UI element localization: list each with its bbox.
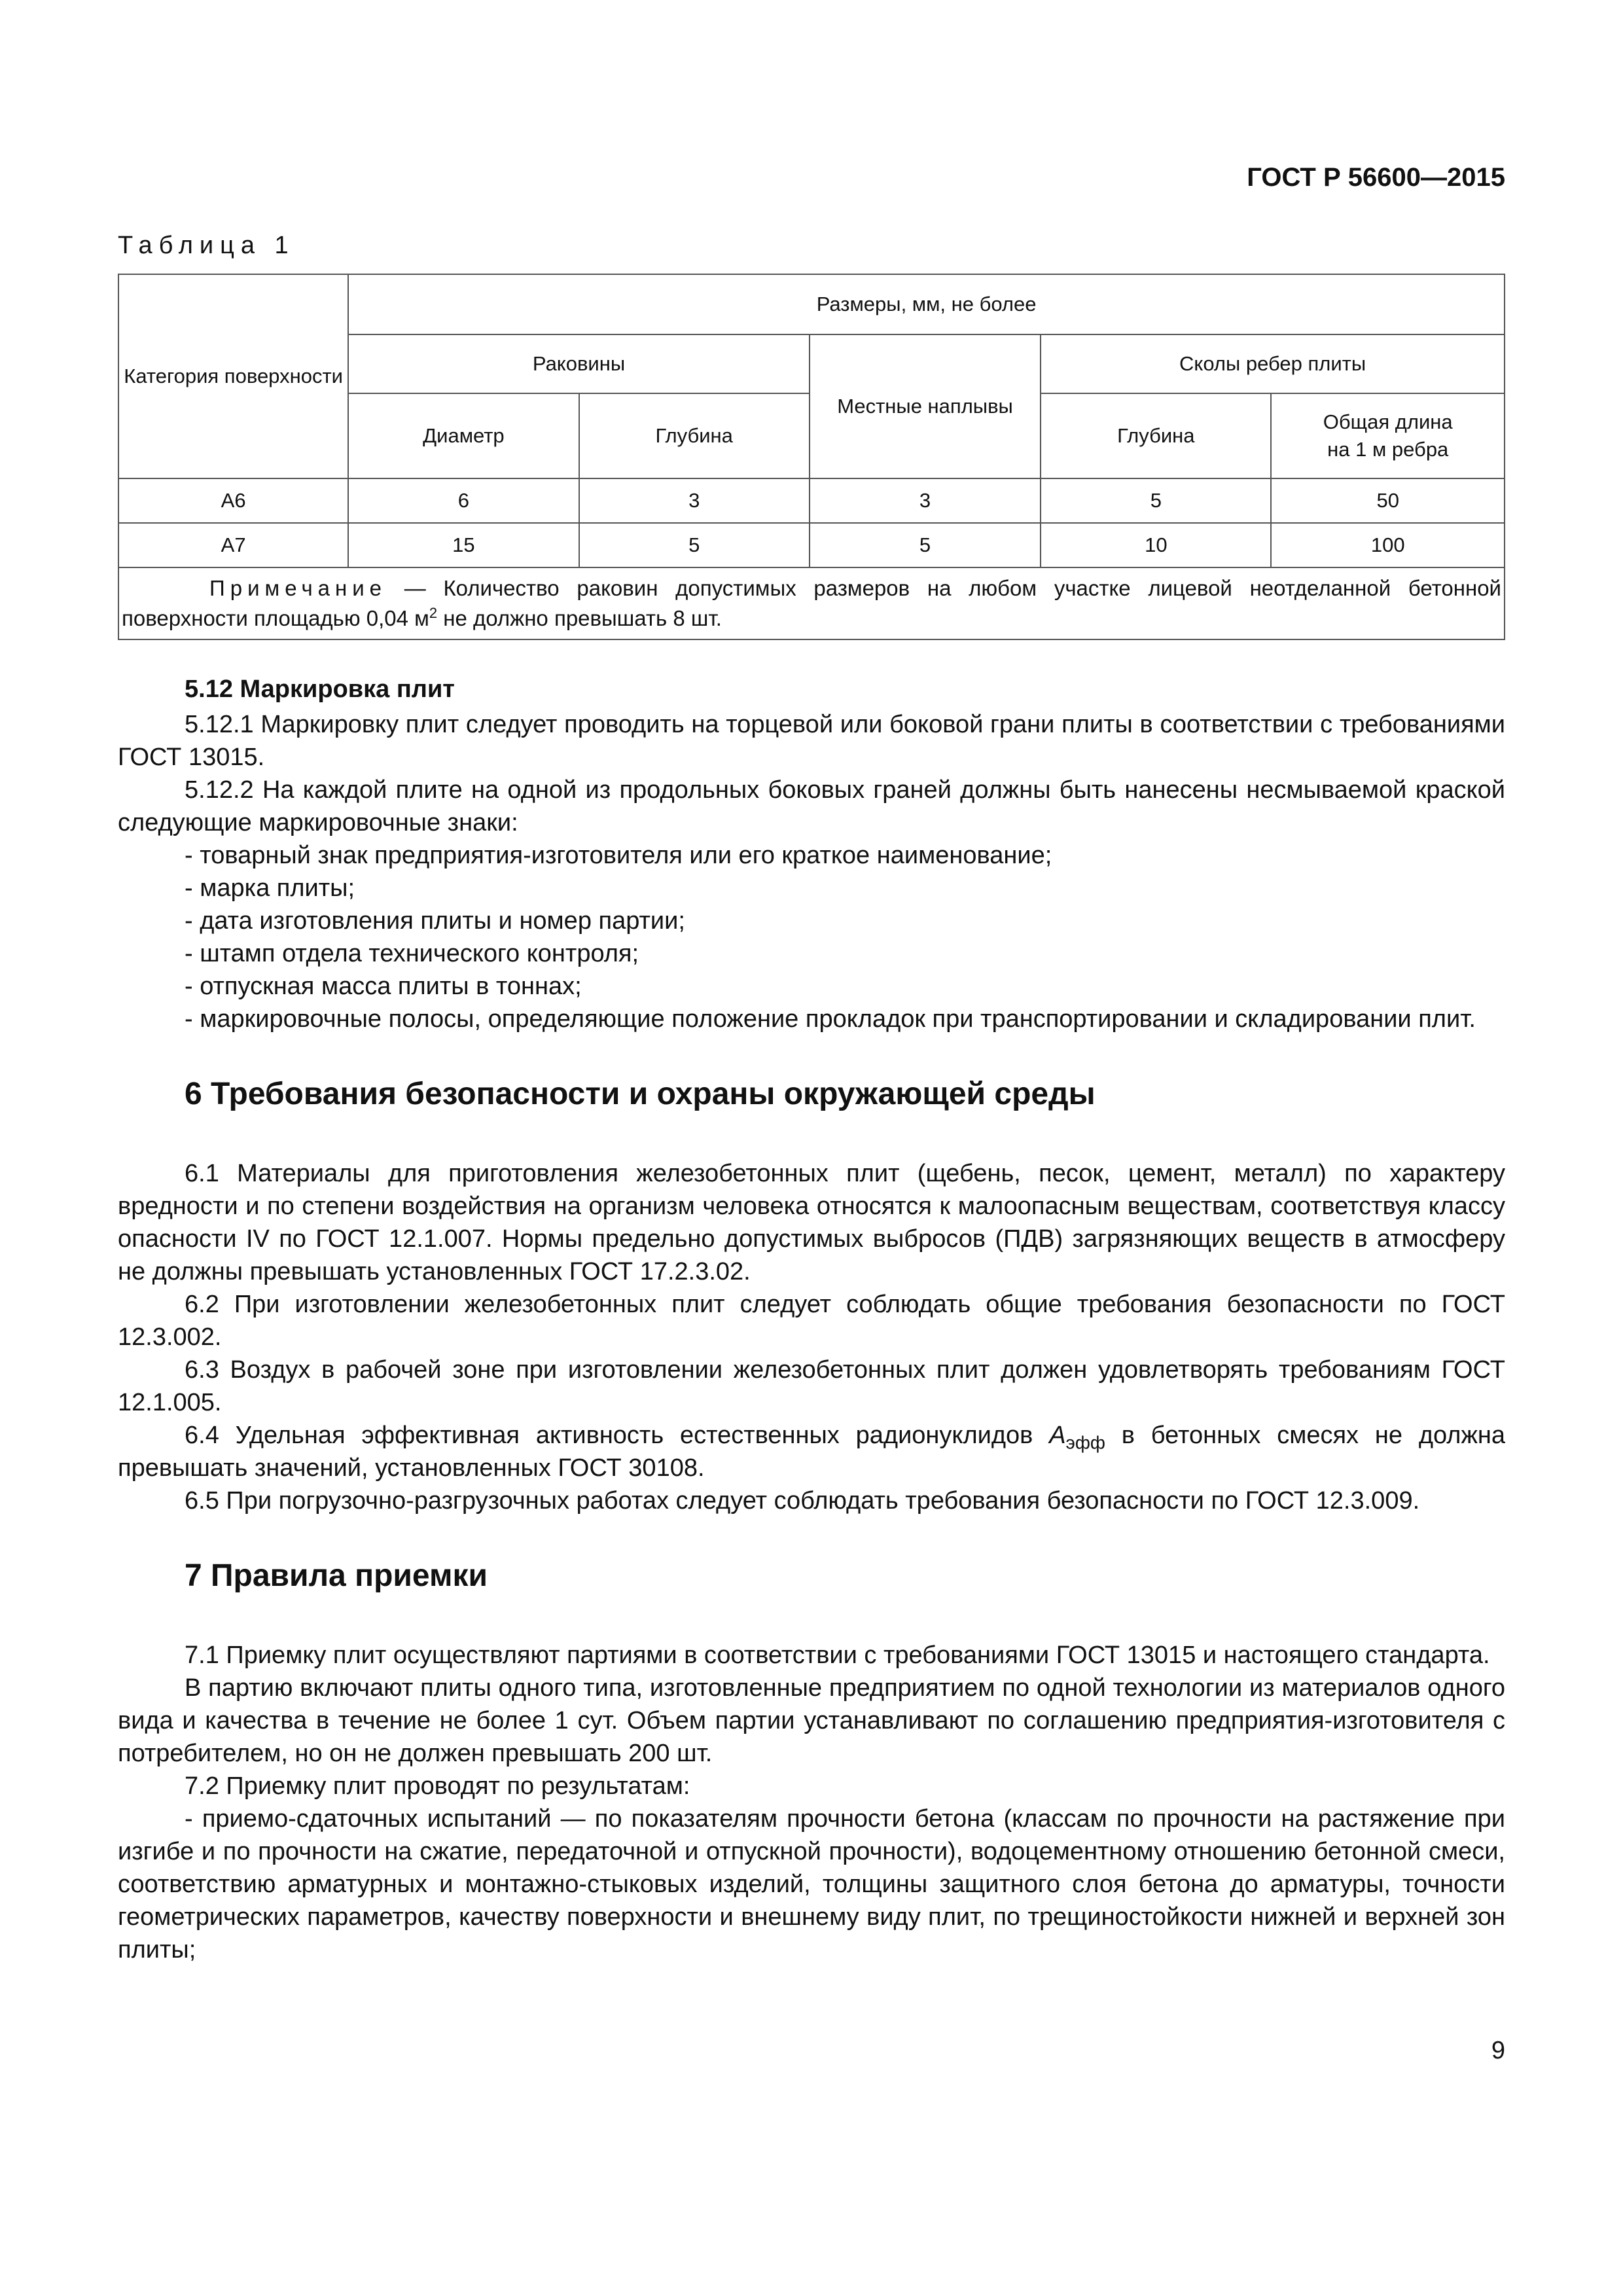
header-chip-depth: Глубина xyxy=(1041,393,1271,478)
header-edge-chips: Сколы ребер плиты xyxy=(1041,334,1505,393)
paragraph-7-2: 7.2 Приемку плит проводят по результатам: xyxy=(185,1772,690,1800)
header-local-sags: Местные наплывы xyxy=(810,334,1041,478)
list-item: - отпускная масса плиты в тоннах; xyxy=(185,973,582,1000)
list-item: - штамп отдела технического контроля; xyxy=(185,940,639,967)
table-cell: А7 xyxy=(118,523,348,567)
paragraph-7-1: 7.1 Приемку плит осуществляют партиями в соответствии с требованиями ГОСТ 13015 и настоящего стандарта. xyxy=(185,1641,1490,1669)
list-item: - марка плиты; xyxy=(185,874,355,902)
header-diameter: Диаметр xyxy=(348,393,579,478)
section-6-heading: 6 Требования безопасности и охраны окружающей среды xyxy=(185,1077,1096,1111)
paragraph-6-2: 6.2 При изготовлении железобетонных плит следует соблюдать общие требования безопасности по ГОСТ 12.3.002. xyxy=(118,1291,1505,1351)
table-cell: 5 xyxy=(1041,478,1271,523)
table-note-row xyxy=(118,567,1505,639)
document-code-header: ГОСТ Р 56600—2015 xyxy=(1247,163,1505,192)
table-cell: 5 xyxy=(810,523,1041,567)
table-note: Примечание — Количество раковин допустимых размеров на любом участке лицевой неотделанной бетонной поверхности площадью 0,04 $м^2$ не должно превышать 8 шт. xyxy=(118,567,1505,639)
table-cell: 50 xyxy=(1271,478,1505,523)
table-header-row-1 xyxy=(118,274,1505,334)
paragraph-7-1-batch: В партию включают плиты одного типа, изготовленные предприятием по одной технологии из материалов одного вида и качества в течение не более 1 сут. Объем партии устанавливают по соглашению предприятия-изготовителя с потребителем, но он не должен превышать 200 шт. xyxy=(118,1674,1505,1767)
header-chip-length: Общая длина на 1 м ребра xyxy=(1271,393,1505,478)
list-item: - товарный знак предприятия-изготовителя или его краткое наименование; xyxy=(185,842,1052,869)
paragraph-5-12-1: 5.12.1 Маркировку плит следует проводить на торцевой или боковой грани плиты в соответствии с требованиями ГОСТ 13015. xyxy=(118,711,1505,771)
table-row xyxy=(118,478,1505,523)
paragraph-5-12-2: 5.12.2 На каждой плите на одной из продольных боковых граней должны быть нанесены несмываемой краской следующие маркировочные знаки: xyxy=(118,776,1505,836)
list-item: - приемо-сдаточных испытаний — по показателям прочности бетона (классам по прочности на растяжение при изгибе и по прочности на сжатие, передаточной и отпускной прочности), водоцементному отношению бетонной смеси, соответствию арматурных и монтажно-стыковых изделий, толщины защитного слоя бетона до арматуры, точности геометрических параметров, качеству поверхности и внешнему виду плит, по трещиностойкости нижней и верхней зон плиты; xyxy=(118,1805,1505,1964)
header-depth: Глубина xyxy=(579,393,810,478)
table-cell: 3 xyxy=(810,478,1041,523)
header-category: Категория поверхности xyxy=(118,274,348,478)
table-cell: 100 xyxy=(1271,523,1505,567)
note-label: Примечание xyxy=(209,576,387,600)
section-5-12-heading: 5.12 Маркировка плит xyxy=(185,675,455,703)
document-body xyxy=(118,673,1505,1966)
paragraph-6-1: 6.1 Материалы для приготовления железобетонных плит (щебень, песок, цемент, металл) по характеру вредности и по степени воздействия на организм человека относятся к малоопасным веществам, соответствуя классу опасности IV по ГОСТ 12.1.007. Нормы предельно допустимых выбросов (ПДВ) загрязняющих веществ в атмосферу не должны превышать установленных ГОСТ 17.2.3.02. xyxy=(118,1160,1505,1285)
surface-category-table xyxy=(118,274,1505,640)
paragraph-6-3: 6.3 Воздух в рабочей зоне при изготовлении железобетонных плит должен удовлетворять требованиям ГОСТ 12.1.005. xyxy=(118,1356,1505,1416)
table-cell: 10 xyxy=(1041,523,1271,567)
table-cell: 5 xyxy=(579,523,810,567)
page-number: 9 xyxy=(1491,2037,1505,2064)
header-sizes: Размеры, мм, не более xyxy=(348,274,1505,334)
table-cell: 6 xyxy=(348,478,579,523)
list-item: - маркировочные полосы, определяющие положение прокладок при транспортировании и складировании плит. xyxy=(185,1005,1476,1033)
table-cell: 3 xyxy=(579,478,810,523)
table-cell: А6 xyxy=(118,478,348,523)
table-caption: Таблица 1 xyxy=(118,232,295,259)
header-pits: Раковины xyxy=(348,334,810,393)
table-cell: 15 xyxy=(348,523,579,567)
paragraph-6-4: 6.4 Удельная эффективная активность естественных радионуклидов $А_{эфф}$ в бетонных смесях не должна превышать значений, установленных ГОСТ 30108. xyxy=(118,1422,1505,1482)
list-item: - дата изготовления плиты и номер партии; xyxy=(185,907,685,935)
table-row xyxy=(118,523,1505,567)
paragraph-6-5: 6.5 При погрузочно-разгрузочных работах следует соблюдать требования безопасности по ГОСТ 12.3.009. xyxy=(185,1487,1420,1515)
section-7-heading: 7 Правила приемки xyxy=(185,1558,488,1593)
